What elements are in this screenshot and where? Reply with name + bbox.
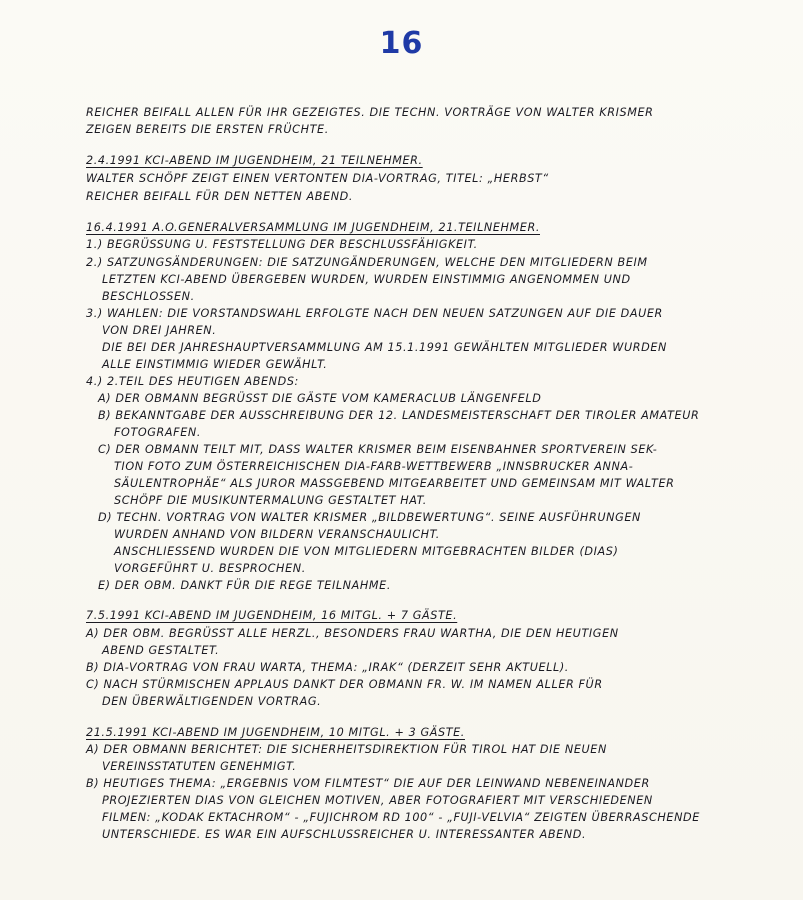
entry-heading: 21.5.1991 KCI-ABEND IM JUGENDHEIM, 10 MITGL. + 3 GÄSTE.: [86, 726, 465, 739]
text-line: VORGEFÜHRT U. BESPROCHEN.: [114, 562, 306, 575]
text-line: ABEND GESTALTET.: [102, 644, 220, 657]
text-line: UNTERSCHIEDE. ES WAR EIN AUFSCHLUSSREICHER U. INTERESSANTER ABEND.: [102, 828, 587, 841]
entry-heading: 7.5.1991 KCI-ABEND IM JUGENDHEIM, 16 MITGL. + 7 GÄSTE.: [86, 609, 458, 622]
text-line: VEREINSSTATUTEN GENEHMIGT.: [102, 760, 297, 773]
text-line: REICHER BEIFALL FÜR DEN NETTEN ABEND.: [86, 190, 354, 203]
text-line: LETZTEN KCI-ABEND ÜBERGEBEN WURDEN, WURDEN EINSTIMMIG ANGENOMMEN UND: [102, 273, 631, 286]
text-line: SCHÖPF DIE MUSIKUNTERMALUNG GESTALTET HAT.: [114, 494, 427, 507]
text-line: B) HEUTIGES THEMA: „ERGEBNIS VOM FILMTEST“ DIE AUF DER LEINWAND NEBENEINANDER: [86, 777, 650, 790]
text-line: FOTOGRAFEN.: [114, 426, 202, 439]
text-line: FILMEN: „KODAK EKTACHROM“ - „FUJICHROM RD 100“ - „FUJI-VELVIA“ ZEIGTEN ÜBERRASCHENDE: [102, 811, 700, 824]
text-line: REICHER BEIFALL ALLEN FÜR IHR GEZEIGTES. DIE TECHN. VORTRÄGE VON WALTER KRISMER: [86, 106, 654, 119]
text-line: ALLE EINSTIMMIG WIEDER GEWÄHLT.: [102, 358, 328, 371]
text-line: WURDEN ANHAND VON BILDERN VERANSCHAULICHT.: [114, 528, 440, 541]
text-line: ZEIGEN BEREITS DIE ERSTEN FRÜCHTE.: [86, 123, 329, 136]
text-line: 4.) 2.TEIL DES HEUTIGEN ABENDS:: [86, 375, 299, 388]
text-line: DEN ÜBERWÄLTIGENDEN VORTRAG.: [102, 695, 322, 708]
text-line: A) DER OBM. BEGRÜSST ALLE HERZL., BESONDERS FRAU WARTHA, DIE DEN HEUTIGEN: [86, 627, 619, 640]
text-line: PROJEZIERTEN DIAS VON GLEICHEN MOTIVEN, ABER FOTOGRAFIERT MIT VERSCHIEDENEN: [102, 794, 653, 807]
entry-heading: 16.4.1991 A.O.GENERALVERSAMMLUNG IM JUGENDHEIM, 21.TEILNEHMER.: [86, 221, 540, 234]
text-line: ANSCHLIESSEND WURDEN DIE VON MITGLIEDERN MITGEBRACHTEN BILDER (DIAS): [114, 545, 619, 558]
text-line: E) DER OBM. DANKT FÜR DIE REGE TEILNAHME.: [98, 579, 391, 592]
text-line: A) DER OBMANN BERICHTET: DIE SICHERHEITSDIREKTION FÜR TIROL HAT DIE NEUEN: [86, 743, 607, 756]
text-line: BESCHLOSSEN.: [102, 290, 195, 303]
text-line: DIE BEI DER JAHRESHAUPTVERSAMMLUNG AM 15.1.1991 GEWÄHLTEN MITGLIEDER WURDEN: [102, 341, 667, 354]
text-line: WALTER SCHÖPF ZEIGT EINEN VERTONTEN DIA-VORTRAG, TITEL: „HERBST“: [86, 172, 549, 185]
text-line: B) DIA-VORTRAG VON FRAU WARTA, THEMA: „IRAK“ (DERZEIT SEHR AKTUELL).: [86, 661, 569, 674]
text-line: C) NACH STÜRMISCHEN APPLAUS DANKT DER OBMANN FR. W. IM NAMEN ALLER FÜR: [86, 678, 603, 691]
text-line: A) DER OBMANN BEGRÜSST DIE GÄSTE VOM KAMERACLUB LÄNGENFELD: [98, 392, 542, 405]
text-line: 1.) BEGRÜSSUNG U. FESTSTELLUNG DER BESCHLUSSFÄHIGKEIT.: [86, 238, 478, 251]
text-line: D) TECHN. VORTRAG VON WALTER KRISMER „BILDBEWERTUNG“. SEINE AUSFÜHRUNGEN: [98, 511, 641, 524]
text-line: SÄULENTROPHÄE“ ALS JUROR MASSGEBEND MITGEARBEITET UND GEMEINSAM MIT WALTER: [114, 477, 675, 490]
text-line: 2.) SATZUNGSÄNDERUNGEN: DIE SATZUNGÄNDERUNGEN, WELCHE DEN MITGLIEDERN BEIM: [86, 256, 648, 269]
text-line: 3.) WAHLEN: DIE VORSTANDSWAHL ERFOLGTE NACH DEN NEUEN SATZUNGEN AUF DIE DAUER: [86, 307, 663, 320]
text-line: VON DREI JAHREN.: [102, 324, 217, 337]
text-line: TION FOTO ZUM ÖSTERREICHISCHEN DIA-FARB-WETTBEWERB „INNSBRUCKER ANNA-: [114, 460, 634, 473]
text-line: B) BEKANNTGABE DER AUSSCHREIBUNG DER 12. LANDESMEISTERSCHAFT DER TIROLER AMATEUR: [98, 409, 700, 422]
text-line: C) DER OBMANN TEILT MIT, DASS WALTER KRISMER BEIM EISENBAHNER SPORTVEREIN SEK-: [98, 443, 658, 456]
page-number: 16: [379, 26, 424, 61]
entry-heading: 2.4.1991 KCI-ABEND IM JUGENDHEIM, 21 TEILNEHMER.: [86, 154, 423, 167]
